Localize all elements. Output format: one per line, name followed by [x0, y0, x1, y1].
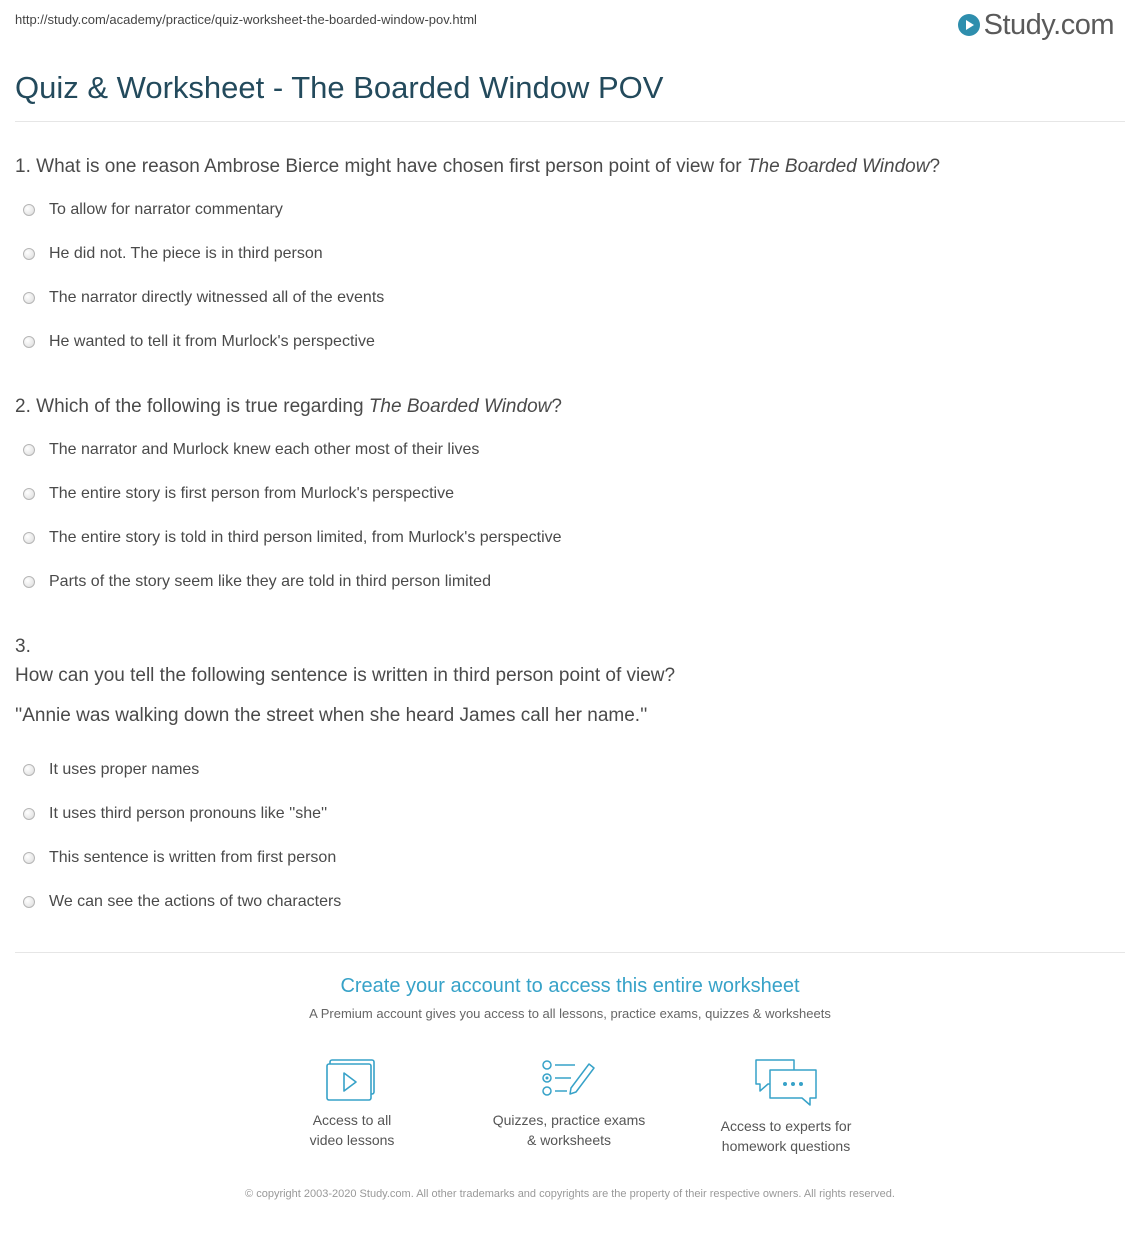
feature-label-line-2: video lessons	[309, 1132, 395, 1148]
question-2-option-2[interactable]	[23, 485, 454, 503]
feature-label-line-2: & worksheets	[526, 1132, 612, 1148]
chat-bubbles-icon	[754, 1058, 818, 1108]
question-2-title-italic: The Boarded Window	[368, 396, 552, 417]
radio-button[interactable]	[23, 444, 35, 456]
question-3-option-4[interactable]	[23, 893, 341, 911]
question-3-option-3[interactable]	[23, 849, 336, 867]
radio-button[interactable]	[23, 488, 35, 500]
question-1-option-3[interactable]	[23, 289, 384, 307]
feature-label-line-1: Quizzes, practice exams	[492, 1112, 646, 1128]
option-label: The narrator and Murlock knew each other most of their lives	[49, 441, 480, 458]
page-title: Quiz & Worksheet - The Boarded Window POV	[15, 70, 664, 105]
option-label: It uses proper names	[49, 761, 200, 778]
option-label: We can see the actions of two characters	[49, 893, 342, 910]
question-3-option-1[interactable]	[23, 761, 199, 779]
feature-label-line-1: Access to experts for	[720, 1118, 852, 1134]
question-2-number: 2.	[15, 396, 31, 417]
radio-button[interactable]	[23, 204, 35, 216]
question-1-option-4[interactable]	[23, 333, 375, 351]
radio-button[interactable]	[23, 532, 35, 544]
cta-subtitle: A Premium account gives you access to all lessons, practice exams, quizzes & worksheets	[309, 1006, 831, 1021]
question-1-prompt: What is one reason Ambrose Bierce might have chosen first person point of view for	[36, 156, 747, 177]
question-3-number: 3.	[15, 636, 31, 657]
option-label: He did not. The piece is in third person	[49, 245, 323, 262]
question-3	[15, 636, 1125, 727]
play-logo-icon	[958, 14, 980, 36]
quiz-checklist-icon	[541, 1058, 597, 1102]
feature-label-line-2: homework questions	[721, 1138, 851, 1154]
question-1-title-italic: The Boarded Window	[746, 156, 930, 177]
feature-label	[252, 1110, 452, 1150]
option-label: Parts of the story seem like they are told in third person limited	[49, 573, 491, 590]
radio-button[interactable]	[23, 576, 35, 588]
radio-button[interactable]	[23, 248, 35, 260]
question-1-suffix: ?	[929, 156, 941, 177]
option-label: The entire story is first person from Murlock's perspective	[49, 485, 454, 502]
radio-button[interactable]	[23, 336, 35, 348]
question-2	[15, 396, 1125, 418]
question-3-prompt: How can you tell the following sentence is written in third person point of view?	[15, 665, 676, 686]
question-2-option-4[interactable]	[23, 573, 491, 591]
radio-button[interactable]	[23, 896, 35, 908]
copyright-text: © copyright 2003-2020 Study.com. All other trademarks and copyrights are the property of their respective owners. All rights reserved.	[245, 1188, 895, 1200]
question-2-text	[15, 396, 1125, 418]
question-3-option-2[interactable]	[23, 805, 327, 823]
cta-divider	[15, 952, 1125, 953]
option-label: This sentence is written from first person	[49, 849, 337, 866]
question-1	[15, 156, 1125, 178]
feature-experts	[686, 1058, 886, 1156]
feature-quizzes	[469, 1058, 669, 1150]
option-label: He wanted to tell it from Murlock's perspective	[49, 333, 375, 350]
page-url: http://study.com/academy/practice/quiz-worksheet-the-boarded-window-pov.html	[15, 12, 477, 27]
video-lessons-icon	[326, 1058, 378, 1102]
option-label: The entire story is told in third person limited, from Murlock's perspective	[49, 529, 562, 546]
logo-text: Study.com	[983, 8, 1114, 41]
copyright	[0, 1186, 1140, 1202]
radio-button[interactable]	[23, 852, 35, 864]
option-label: The narrator directly witnessed all of the events	[49, 289, 385, 306]
question-2-option-3[interactable]	[23, 529, 562, 547]
question-2-prompt: Which of the following is true regarding	[36, 396, 369, 417]
question-1-number: 1.	[15, 156, 31, 177]
question-1-option-2[interactable]	[23, 245, 323, 263]
option-label: It uses third person pronouns like ''she''	[49, 805, 328, 822]
radio-button[interactable]	[23, 808, 35, 820]
feature-video-lessons	[252, 1058, 452, 1150]
study-logo[interactable]	[958, 8, 1114, 42]
create-account-link[interactable]: Create your account to access this entire worksheet	[340, 975, 800, 997]
question-1-option-1[interactable]	[23, 201, 283, 219]
radio-button[interactable]	[23, 764, 35, 776]
feature-label-line-1: Access to all	[312, 1112, 392, 1128]
title-divider	[15, 121, 1125, 122]
feature-label	[469, 1110, 669, 1150]
question-1-text	[15, 156, 1125, 178]
question-2-suffix: ?	[551, 396, 562, 417]
option-label: To allow for narrator commentary	[49, 201, 283, 218]
question-2-option-1[interactable]	[23, 441, 479, 459]
radio-button[interactable]	[23, 292, 35, 304]
question-3-quote: ''Annie was walking down the street when she heard James call her name.''	[15, 705, 648, 726]
feature-label	[686, 1116, 886, 1156]
